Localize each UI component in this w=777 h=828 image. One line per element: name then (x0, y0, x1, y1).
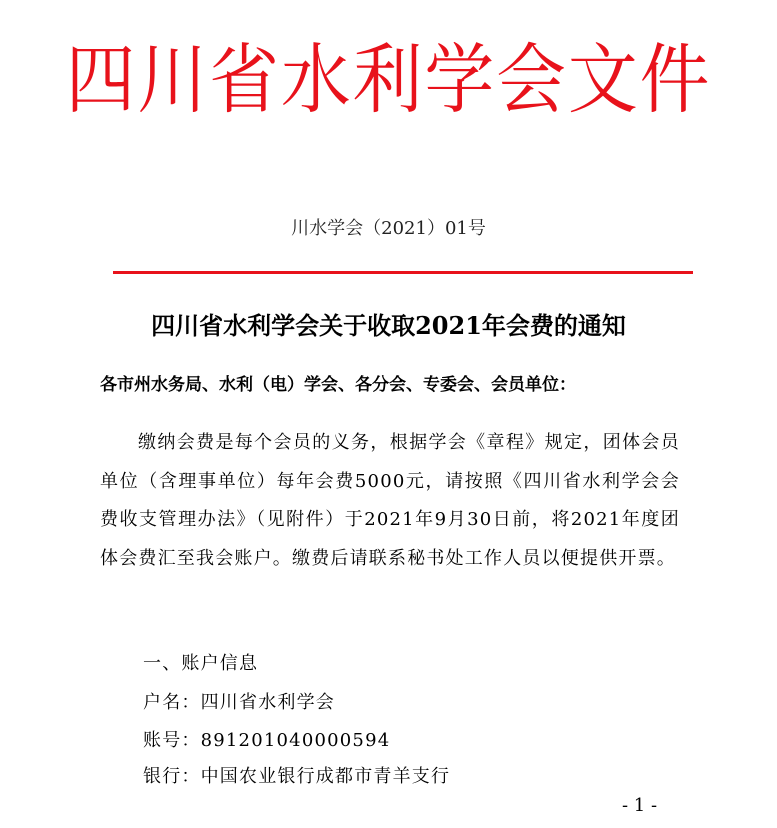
document-number: 川水学会（2021）01号 (291, 218, 486, 239)
red-divider-line (113, 271, 693, 274)
section-heading-account-info: 一、账户信息 (143, 653, 259, 674)
masthead-title: 四川省水利学会文件 (65, 35, 712, 124)
bank-line: 银行：中国农业银行成都市青羊支行 (143, 766, 451, 787)
body-paragraph: 缴纳会费是每个会员的义务，根据学会《章程》规定，团体会员单位（含理事单位）每年会费5000元，请按照《四川省水利学会会费收支管理办法》（见附件）于2021年9月30日前，将2021年度团体会费汇至我会账户。缴费后请联系秘书处工作人员以便提供开票。 (100, 432, 680, 569)
notice-title: 四川省水利学会关于收取2021年会费的通知 (151, 311, 626, 340)
account-name-line: 户名：四川省水利学会 (143, 692, 335, 713)
addressee-line: 各市州水务局、水利（电）学会、各分会、专委会、会员单位： (100, 375, 576, 395)
account-number-line: 账号：891201040000594 (143, 730, 391, 751)
page-number: - 1 - (622, 795, 658, 816)
